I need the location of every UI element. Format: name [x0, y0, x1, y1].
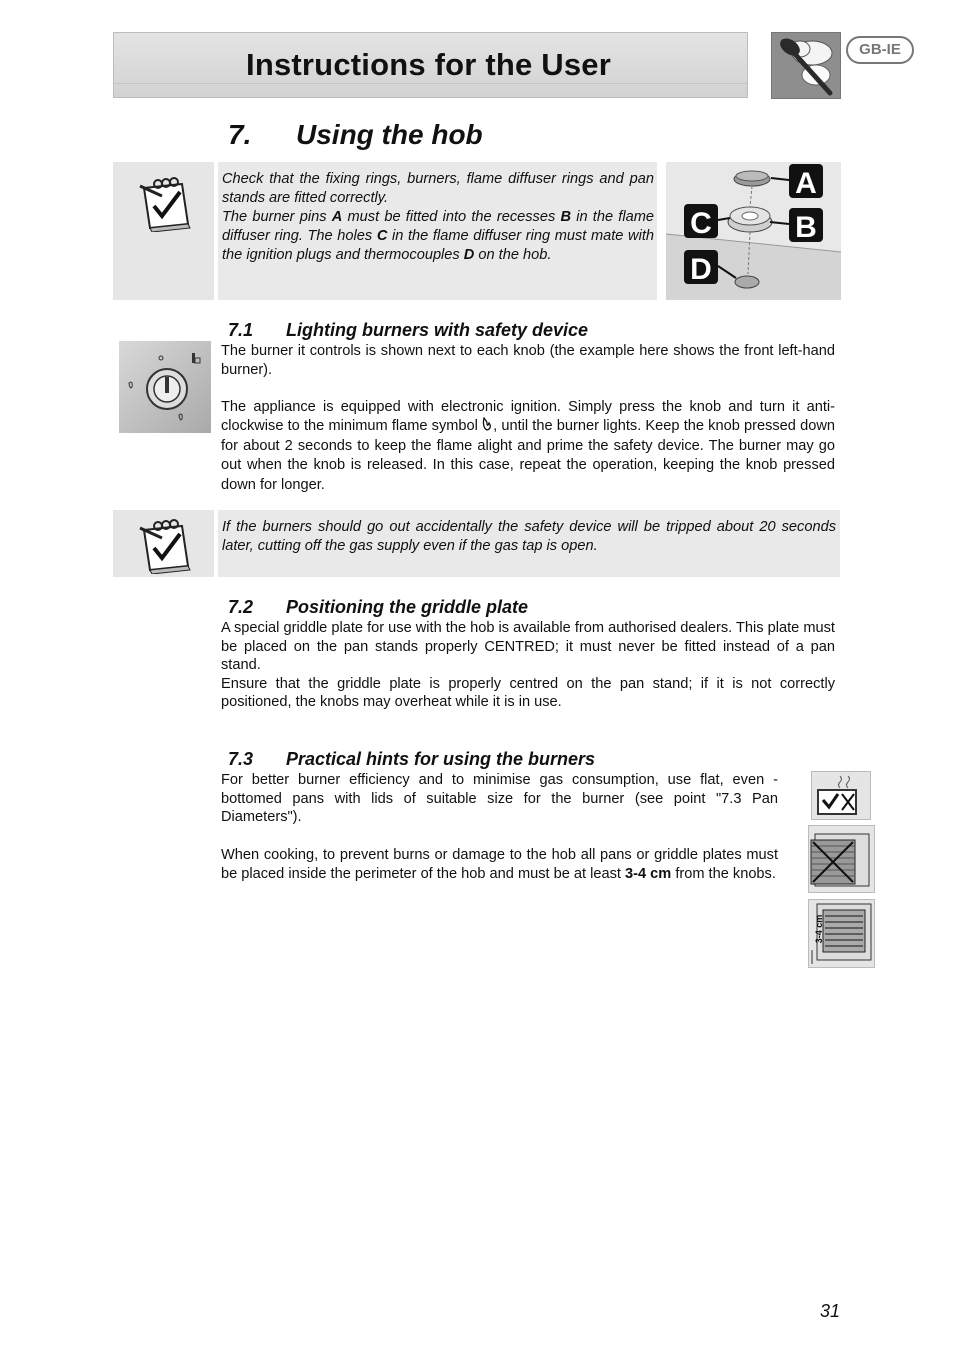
note-paragraph: If the burners should go out accidentally the safety device will be tripped about 20 seconds later, cutting off the gas supply even if the gas tap is open.	[222, 519, 836, 554]
page-number: 31	[819, 1301, 840, 1321]
diagram-label-a: A	[795, 167, 817, 200]
knob-diagram	[119, 341, 211, 433]
language-badge: GB-IE	[846, 36, 914, 64]
header-bar	[113, 32, 748, 98]
paragraph: The appliance is equipped with electronic ignition. Simply press the knob and turn it anti-clockwise to the minimum flame symbol , until the burner lights. Keep the knob pressed down for about 2 seconds to keep the flame alight and prime the safety device. The burner may go out when the knob is released. In this case, repeat the operation, keeping the knob pressed down for longer.	[221, 399, 835, 493]
note-icon-cell	[113, 510, 214, 577]
paragraph: For better burner efficiency and to minimise gas consumption, use flat, even - bottomed pans with lids of suitable size for the burner (see point "7.3 Pan Diameters").	[221, 772, 778, 826]
note-icon-cell	[113, 162, 214, 300]
paragraph: A special griddle plate for use with the hob is available from authorised dealers. This plate must be placed on the pan stands properly CENTRED; it must never be fitted instead of a pan stand. Ensure that the griddle plate is properly centred on the pan stand; if it is not correctly positioned, the knobs may overheat while it is in use.	[221, 620, 835, 711]
section-title	[228, 119, 483, 151]
paragraph: When cooking, to prevent burns or damage to the hob all pans or griddle plates must be placed inside the perimeter of the hob and must be at least 3-4 cm from the knobs.	[221, 847, 778, 882]
pan-with-lid-icon	[811, 771, 871, 820]
section-title-text: Using the hob	[296, 119, 483, 150]
paragraph: The burner it controls is shown next to each knob (the example here shows the front left-hand burner).	[221, 343, 835, 378]
subsection-title-7-1: 7.1 Lighting burners with safety device	[228, 320, 589, 340]
burner-assembly-diagram	[666, 162, 841, 300]
note-paragraph: The burner pins A must be fitted into the recesses B in the flame diffuser ring. The holes C in the flame diffuser ring must mate with the ignition plugs and thermocouples D on the hob.	[222, 209, 654, 263]
diagram-label-b: B	[795, 211, 817, 244]
griddle-correct-icon	[808, 899, 875, 968]
page-header-title: Instructions for the User	[246, 47, 611, 82]
note-text-cell	[218, 510, 840, 577]
note-paragraph: Check that the fixing rings, burners, flame diffuser rings and pan stands are fitted correctly.	[222, 171, 654, 206]
note-text-cell	[218, 162, 657, 300]
subsection-title-7-3: 7.3 Practical hints for using the burners	[228, 749, 596, 769]
subsection-title-7-2: 7.2 Positioning the griddle plate	[228, 597, 529, 617]
notepad-check-icon	[136, 514, 196, 574]
griddle-incorrect-icon	[808, 825, 875, 893]
notepad-check-icon	[136, 172, 196, 232]
diagram-label-d: D	[690, 253, 712, 286]
diagram-label-c: C	[690, 207, 712, 240]
section-number: 7.	[228, 119, 252, 150]
chef-spoon-icon	[771, 32, 841, 99]
distance-label: 3-4 cm	[814, 914, 824, 944]
min-flame-icon	[482, 417, 493, 432]
